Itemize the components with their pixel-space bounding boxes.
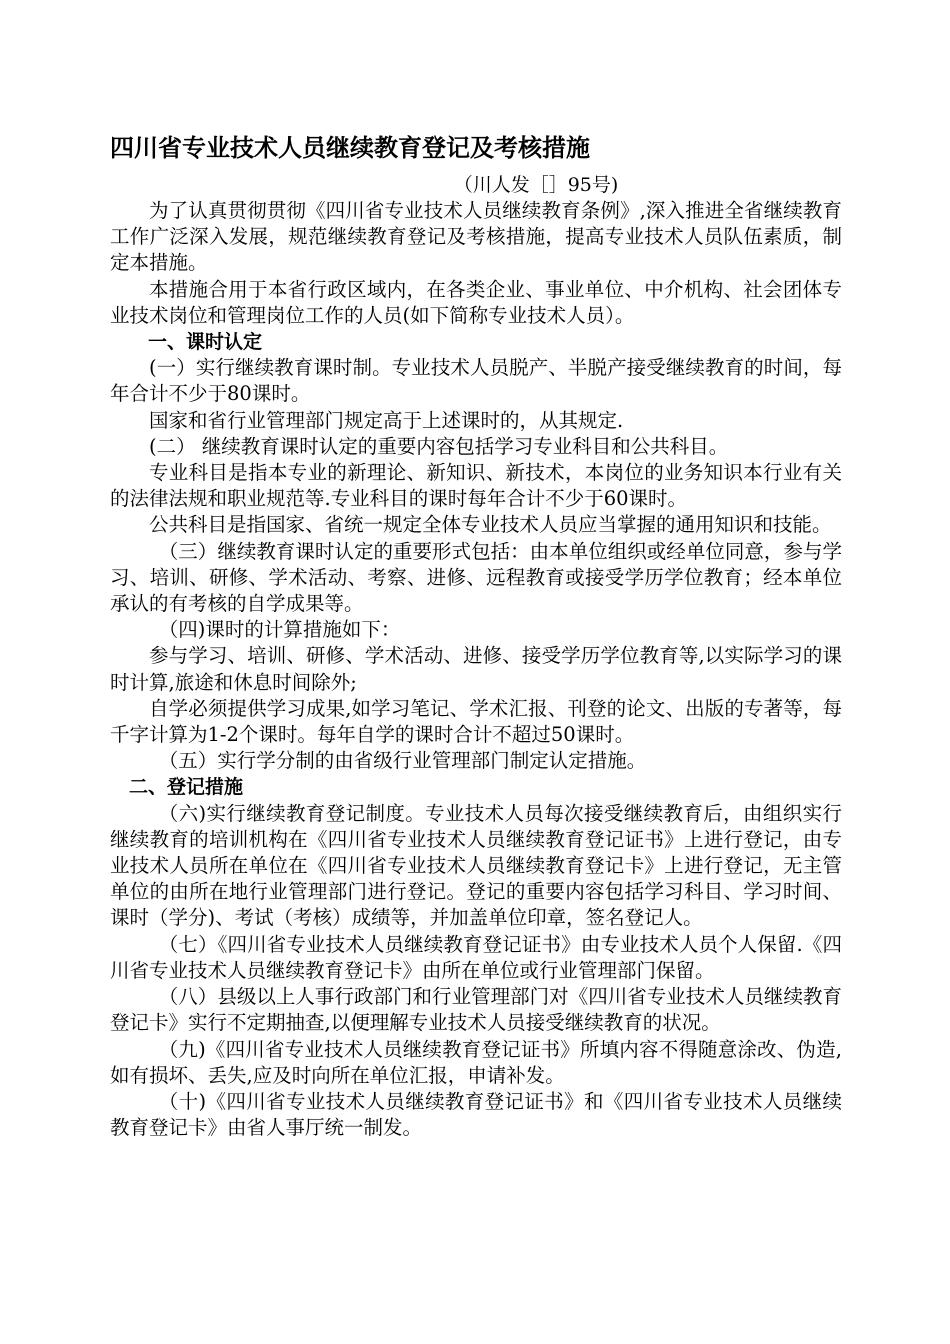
paragraph: 自学必须提供学习成果,如学习笔记、学术汇报、刊登的论文、出版的专著等，每千字计算为1-2个课时。每年自学的课时合计不超过50课时。 xyxy=(110,696,842,747)
paragraph-item-2: (二） 继续教育课时认定的重要内容包括学习专业科目和公共科目。 xyxy=(149,434,729,458)
paragraph: 公共科目是指国家、省统一规定全体专业技术人员应当掌握的通用知识和技能。 xyxy=(149,513,832,537)
paragraph-item-3: （三）继续教育课时认定的重要形式包括：由本单位组织或经单位同意，参与学习、培训、研修、学术活动、考察、进修、远程教育或接受学历学位教育；经本单位承认的有考核的自学成果等。 xyxy=(110,539,842,616)
section-heading-2: 二、登记措施 xyxy=(129,776,244,799)
paragraph-preamble: 为了认真贯彻贯彻《四川省专业技术人员继续教育条例》,深入推进全省继续教育工作广泛深入发展，规范继续教育登记及考核措施，提高专业技术人员队伍素质，制定本措施。 xyxy=(110,199,842,275)
document-title: 四川省专业技术人员继续教育登记及考核措施 xyxy=(110,134,590,162)
paragraph-item-6: （六)实行继续教育登记制度。专业技术人员每次接受继续教育后，由组织实行继续教育的培训机构在《四川省专业技术人员继续教育登记证书》上进行登记，由专业技术人员所在单位在《四川省专业技术人员继续教育登记卡》上进行登记，无主管单位的由所在地行业管理部门进行登记。登记的重要内容包括学习科目、学习时间、课时（学分)、考试（考核）成绩等，并加盖单位印章，签名登记人。 xyxy=(110,801,842,930)
paragraph-item-9: （九)《四川省专业技术人员继续教育登记证书》所填内容不得随意涂改、伪造,如有损坏、丢失,应及时向所在单位汇报，申请补发。 xyxy=(110,1037,842,1087)
paragraph-item-4: （四)课时的计算措施如下： xyxy=(158,618,401,642)
paragraph-item-5: （五）实行学分制的由省级行业管理部门制定认定措施。 xyxy=(158,749,647,773)
paragraph-scope: 本措施合用于本省行政区域内，在各类企业、事业单位、中介机构、社会团体专业技术岗位和管理岗位工作的人员(如下简称专业技术人员）。 xyxy=(110,277,842,327)
paragraph-item-7: （七）《四川省专业技术人员继续教育登记证书》由专业技术人员个人保留.《四川省专业技术人员继续教育登记卡》由所在单位或行业管理部门保留。 xyxy=(110,932,842,982)
paragraph: 专业科目是指本专业的新理论、新知识、新技术，本岗位的业务知识本行业有关的法律法规和职业规范等.专业科目的课时每年合计不少于60课时。 xyxy=(110,461,842,511)
paragraph-item-8: （八）县级以上人事行政部门和行业管理部门对《四川省专业技术人员继续教育登记卡》实行不定期抽查,以便理解专业技术人员接受继续教育的状况。 xyxy=(110,985,842,1035)
paragraph: 参与学习、培训、研修、学术活动、进修、接受学历学位教育等,以实际学习的课时计算,旅途和休息时间除外; xyxy=(110,644,842,694)
section-heading-1: 一、课时认定 xyxy=(148,331,263,354)
paragraph: 国家和省行业管理部门规定高于上述课时的，从其规定. xyxy=(149,408,624,432)
document-page xyxy=(110,128,842,1141)
paragraph-item-10: （十)《四川省专业技术人员继续教育登记证书》和《四川省专业技术人员继续教育登记卡》由省人事厅统一制发。 xyxy=(110,1089,842,1140)
paragraph-item-1: (一）实行继续教育课时制。专业技术人员脱产、半脱产接受继续教育的时间，每年合计不少于80课时。 xyxy=(110,356,842,406)
document-number: （川人发［］95号) xyxy=(453,174,619,196)
